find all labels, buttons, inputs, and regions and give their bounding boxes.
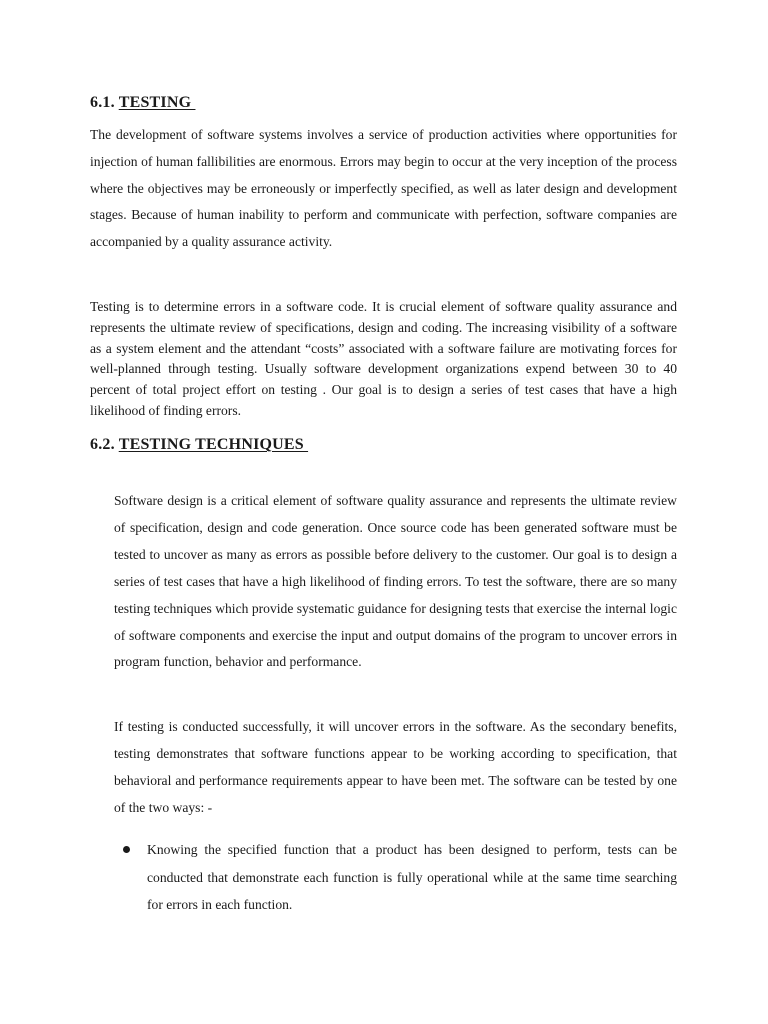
paragraph: Testing is to determine errors in a software code. It is crucial element of software quality assurance and represents the ultimate review of specifications, design and coding. The increasing visibility of a software as a system element and the attendant “costs” associated with a software failure are motivating forces for well-planned through testing. Usually software development organizations expend between 30 to 40 percent of total project effort on testing . Our goal is to design a series of test cases that have a high likelihood of finding errors. — [90, 299, 677, 418]
section-title: TESTING — [118, 94, 196, 111]
section-heading-6-2 — [90, 436, 308, 454]
paragraph: The development of software systems involves a service of production activities where opportunities for injection of human fallibilities are enormous. Errors may begin to occur at the very inception of the process where the objectives may be erroneously or imperfectly specified, as well as later design and development stages. Because of human inability to perform and communicate with perfection, software companies are accompanied by a quality assurance activity. — [90, 127, 677, 250]
bullet-list-item — [114, 836, 677, 919]
bullet-icon — [123, 846, 130, 853]
section-number: 6.2. — [90, 436, 119, 453]
paragraph: Software design is a critical element of software quality assurance and represents the ultimate review of specification, design and code generation. Once source code has been generated software must be tested to uncover as many as errors as possible before delivery to the customer. Our goal is to design a series of test cases that have a high likelihood of finding errors. To test the software, there are so many testing techniques which provide systematic guidance for designing tests that exercise the internal logic of software components and exercise the input and output domains of the program to uncover errors in program function, behavior and performance. — [114, 493, 677, 670]
section-title: TESTING TECHNIQUES — [118, 436, 309, 453]
paragraph: If testing is conducted successfully, it will uncover errors in the software. As the secondary benefits, testing demonstrates that software functions appear to be working according to specification, that behavioral and performance requirements appear to have been met. The software can be tested by one of the two ways: - — [114, 719, 677, 815]
section-number: 6.1. — [90, 94, 119, 111]
section-heading-6-1 — [90, 94, 195, 112]
bullet-text: Knowing the specified function that a product has been designed to perform, tests can be conducted that demonstrate each function is fully operational while at the same time searching for errors in each function. — [147, 842, 677, 912]
